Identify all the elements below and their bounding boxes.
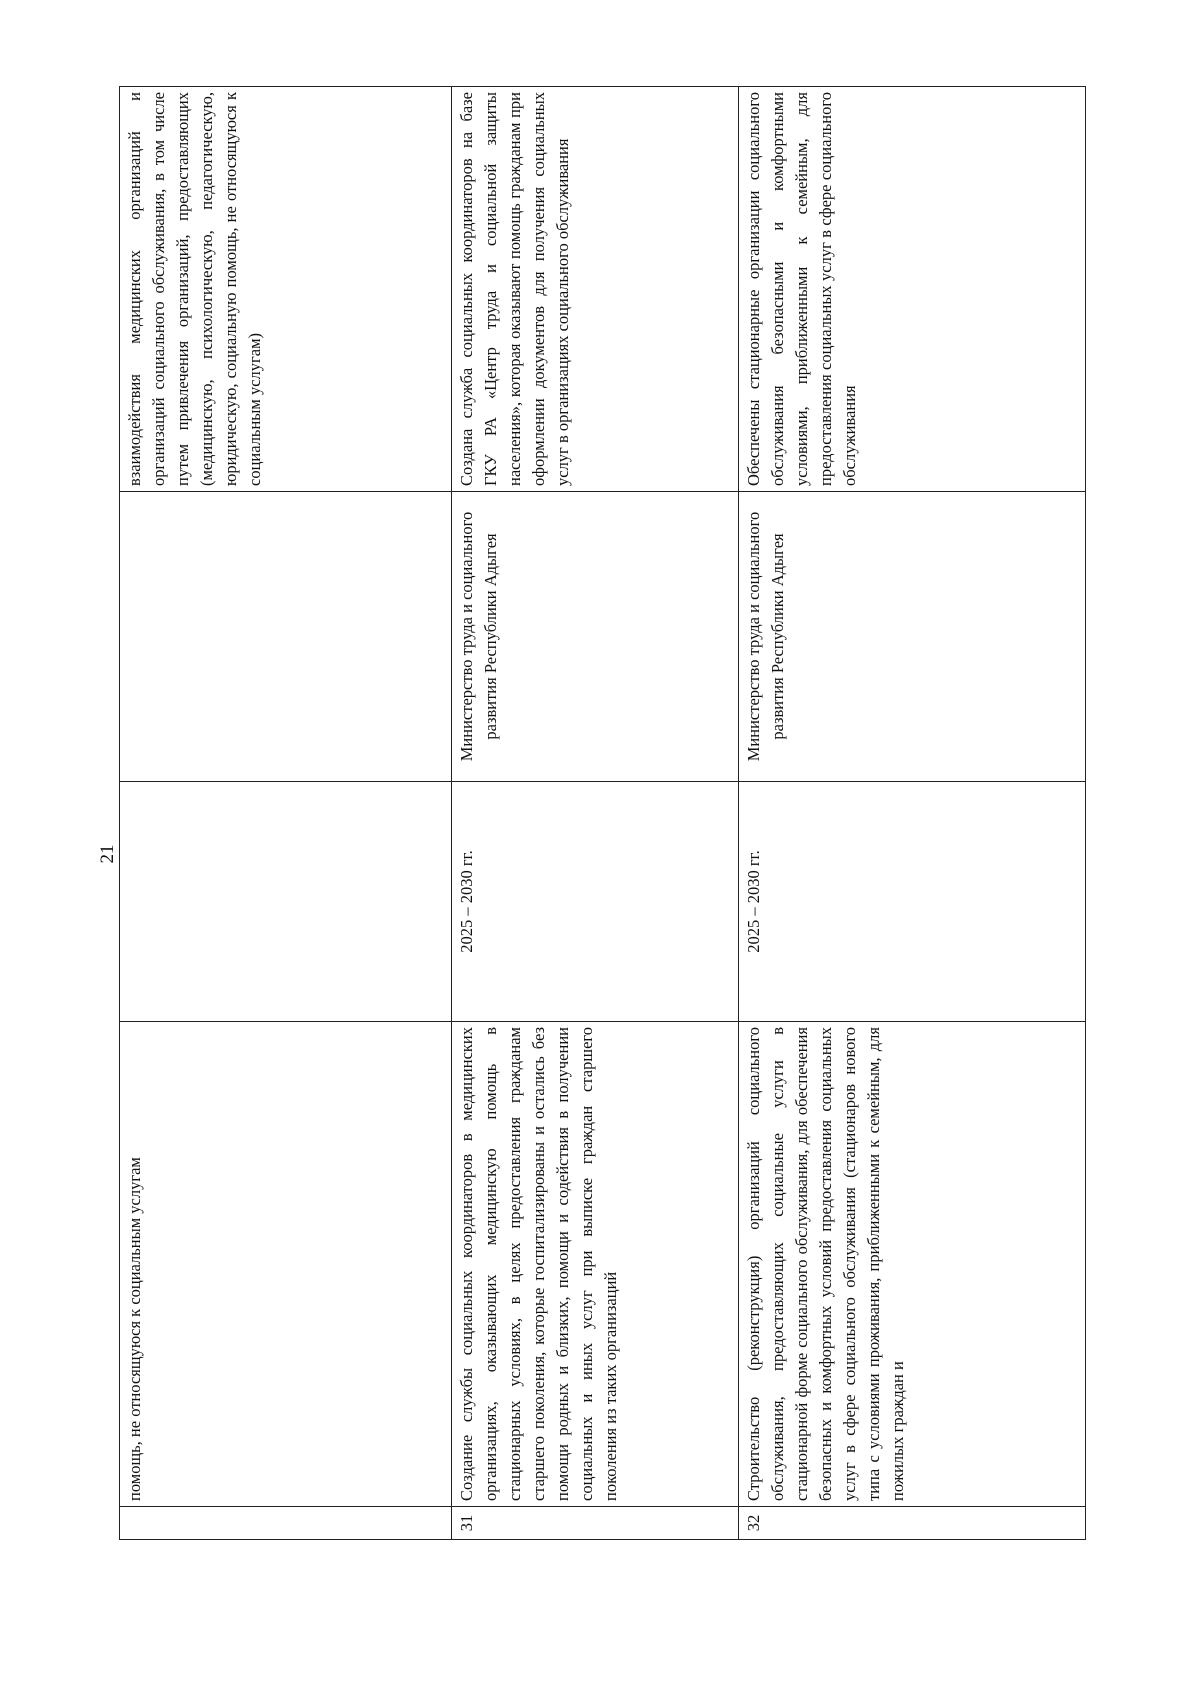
executor-cell: Министерство труда и социального развития Республики Адыгея <box>452 492 739 782</box>
result-cell: Создана служба социальных координаторов на базе ГКУ РА «Центр труда и социальной защиты населения», которая оказывают помощь гражданам при оформлении документов для получения социальных услуг в организациях социального обслуживания <box>452 87 739 492</box>
measures-table <box>119 86 1086 1540</box>
result-cell: взаимодействия медицинских организаций и организаций социального обслуживания, в том числе путем привлечения организаций, предоставляющих (медицинскую, психологическую, педагогическую, юридическую, социальную помощь, не относящуюся к социальным услугам) <box>120 87 452 492</box>
row-number <box>120 1507 452 1540</box>
period-cell: 2025 – 2030 гг. <box>739 782 1086 1022</box>
table-row <box>739 87 1086 1540</box>
page-number: 21 <box>97 844 118 864</box>
period-cell <box>120 782 452 1022</box>
executor-cell: Министерство труда и социального развития Республики Адыгея <box>739 492 1086 782</box>
rotated-table-frame <box>119 87 1085 1540</box>
activity-cell: Строительство (реконструкция) организаций социального обслуживания, предоставляющих социальные услуги в стационарной форме социального обслуживания, для обеспечения безопасных и комфортных условий предоставления социальных услуг в сфере социального обслуживания (стационаров нового типа с условиями проживания, приближенными к семейным, для пожилых граждан и <box>739 1022 1086 1507</box>
result-cell: Обеспечены стационарные организации социального обслуживания безопасными и комфортными условиями, приближенными к семейным, для предоставления социальных услуг в сфере социального обслуживания <box>739 87 1086 492</box>
table-row <box>120 87 452 1540</box>
activity-cell: помощь, не относящуюся к социальным услугам <box>120 1022 452 1507</box>
row-number: 31 <box>452 1507 739 1540</box>
period-cell: 2025 – 2030 гг. <box>452 782 739 1022</box>
table-row <box>452 87 739 1540</box>
row-number: 32 <box>739 1507 1086 1540</box>
executor-cell <box>120 492 452 782</box>
activity-cell: Создание службы социальных координаторов в медицинских организациях, оказывающих медицинскую помощь в стационарных условиях, в целях предоставления гражданам старшего поколения, которые госпитализированы и остались без помощи родных и близких, помощи и содействия в получении социальных и иных услуг при выписке граждан старшего поколения из таких организаций <box>452 1022 739 1507</box>
